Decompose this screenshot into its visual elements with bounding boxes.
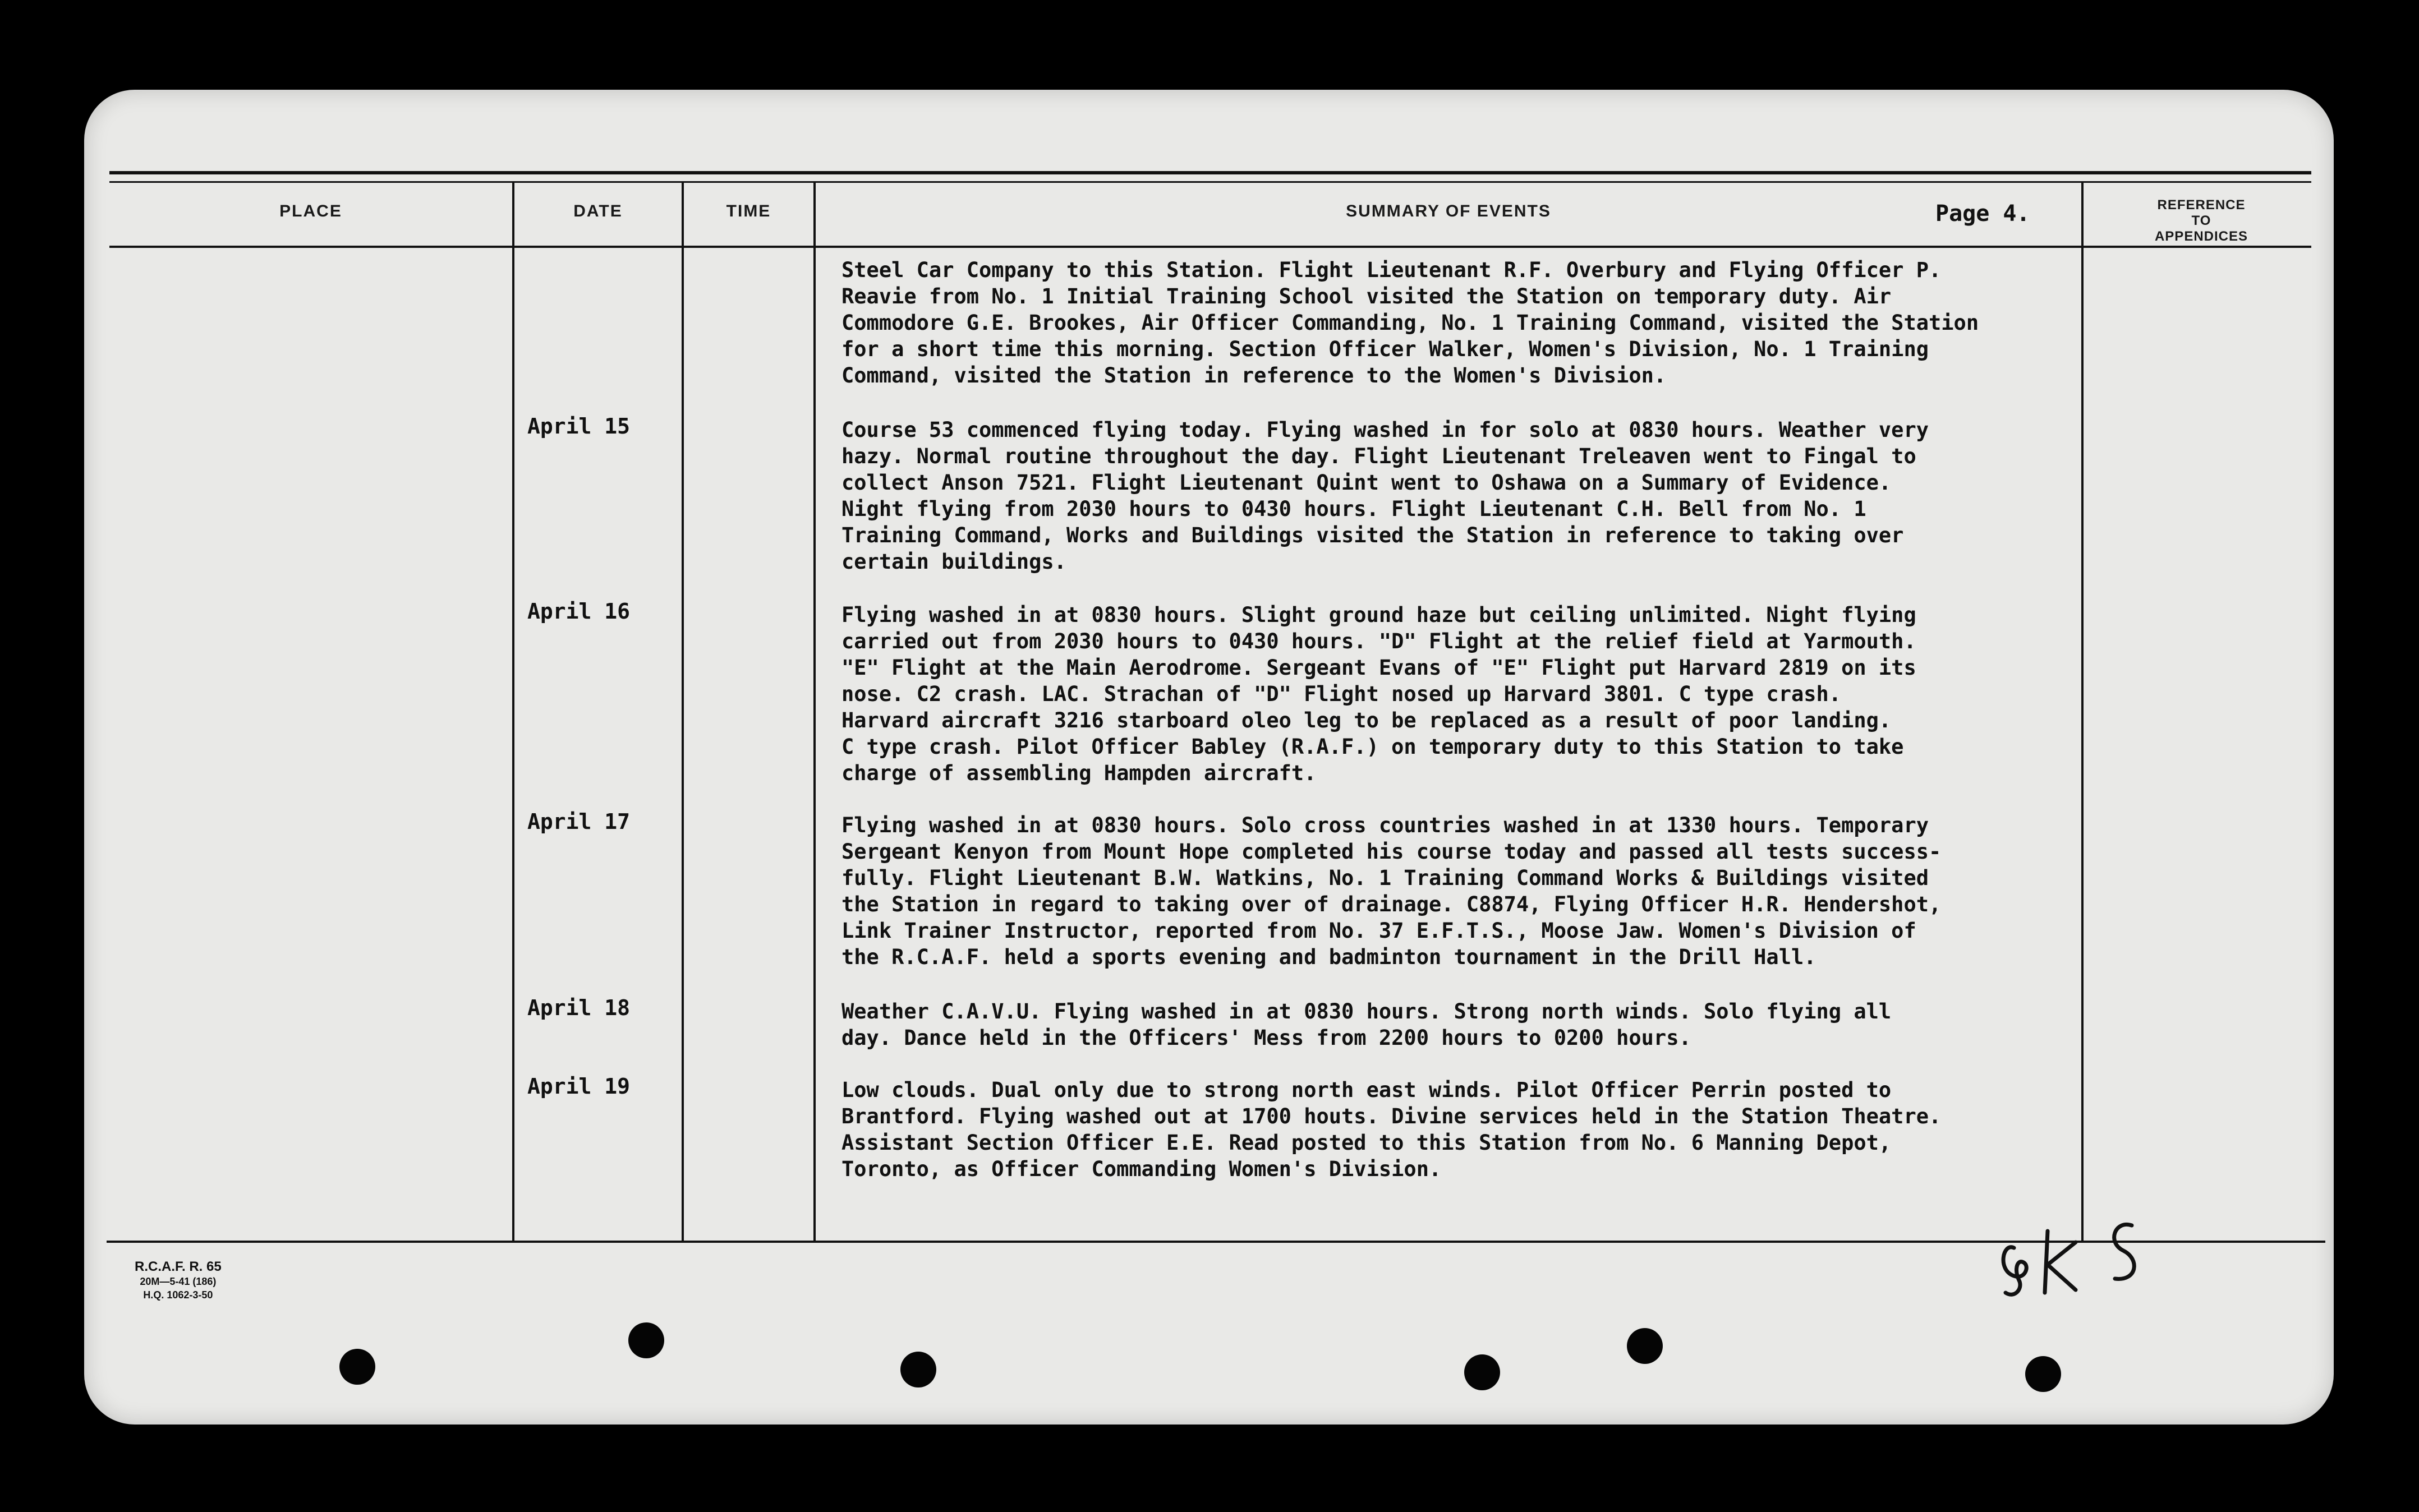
entry-text: Steel Car Company to this Station. Flight Lieutenant R.F. Overbury and Flying Officer P. Reavie from No. 1 Initial Training School visited the Station on temporary duty. Air Commodore G.E. Brookes, Air Officer Commanding, No. 1 Training Command, visited the Station for a short time this morning. Section Officer Walker, Women's Division, No. 1 Training Command, visited the Station in reference to the Women's Division.: [841, 258, 1979, 388]
entry-date: April 18: [527, 995, 631, 1020]
entry-text: Low clouds. Dual only due to strong north east winds. Pilot Officer Perrin posted to Brantford. Flying washed out at 1700 houts. Divine services held in the Station Theatre. Assistant Section Officer E.E. Read posted to this Station from No. 6 Manning Depot, Toronto, as Officer Commanding Women's Division.: [841, 1078, 1942, 1181]
column-header-summary: SUMMARY OF EVENTS: [1346, 202, 1551, 220]
column-header-time: TIME: [726, 202, 771, 220]
punch-hole: [1464, 1354, 1500, 1390]
column-header-reference: REFERENCE TO APPENDICES: [2154, 197, 2248, 244]
top-rule: [109, 171, 2311, 174]
column-header-date: DATE: [573, 202, 623, 220]
header-rule: [109, 246, 2311, 248]
entry-date: April 16: [527, 599, 631, 624]
form-number: R.C.A.F. R. 65: [135, 1259, 222, 1274]
column-header-place: PLACE: [279, 202, 342, 220]
entry-text: Flying washed in at 0830 hours. Solo cross countries washed in at 1330 hours. Temporary Sergeant Kenyon from Mount Hope completed his course today and passed all tests success- fully. Flight Lieutenant B.W. Watkins, No. 1 Training Command Works & Buildings visited the Station in regard to taking over of drainage. C8874, Flying Officer H.R. Hendershot, Link Trainer Instructor, reported from No. 37 E.F.T.S., Moose Jaw. Women's Division of the R.C.A.F. held a sports evening and badminton tournament in the Drill Hall.: [841, 813, 1942, 969]
entry-date: April 17: [527, 809, 631, 834]
diary-page: [84, 90, 2334, 1425]
entry-date: April 19: [527, 1074, 631, 1099]
column-divider-place-date: [512, 183, 514, 1242]
form-print-run: 20M—5-41 (186): [140, 1276, 217, 1287]
handwritten-initials: [1992, 1209, 2193, 1304]
entry-date: April 15: [527, 414, 631, 439]
form-hq-ref: H.Q. 1062-3-50: [143, 1289, 213, 1301]
entry-text: Weather C.A.V.U. Flying washed in at 0830 hours. Strong north winds. Solo flying all day. Dance held in the Officers' Mess from 2200 hours to 0200 hours.: [841, 999, 1892, 1050]
column-divider-time-summary: [813, 183, 816, 1242]
entry-text: Flying washed in at 0830 hours. Slight ground haze but ceiling unlimited. Night flying carried out from 2030 hours to 0430 hours. "D" Flight at the relief field at Yarmouth. "E" Flight at the Main Aerodrome. Sergeant Evans of "E" Flight put Harvard 2819 on its nose. C2 crash. LAC. Strachan of "D" Flight nosed up Harvard 3801. C type crash. Harvard aircraft 3216 starboard oleo leg to be replaced as a result of poor landing. C type crash. Pilot Officer Babley (R.A.F.) on temporary duty to this Station to take charge of assembling Hampden aircraft.: [841, 603, 1916, 785]
column-divider-date-time: [682, 183, 684, 1242]
punch-hole: [900, 1352, 936, 1387]
punch-hole: [339, 1349, 375, 1385]
form-reference: [135, 1259, 222, 1302]
page-number: Page 4.: [1935, 201, 2030, 227]
punch-hole: [1627, 1328, 1663, 1364]
top-rule-thin: [109, 181, 2311, 183]
punch-hole: [2025, 1356, 2061, 1392]
entry-text: Course 53 commenced flying today. Flying washed in for solo at 0830 hours. Weather very hazy. Normal routine throughout the day. Flight Lieutenant Treleaven went to Fingal to collect Anson 7521. Flight Lieutenant Quint went to Oshawa on a Summary of Evidence. Night flying from 2030 hours to 0430 hours. Flight Lieutenant C.H. Bell from No. 1 Training Command, Works and Buildings visited the Station in reference to taking over certain buildings.: [841, 418, 1929, 574]
punch-hole: [628, 1322, 664, 1358]
